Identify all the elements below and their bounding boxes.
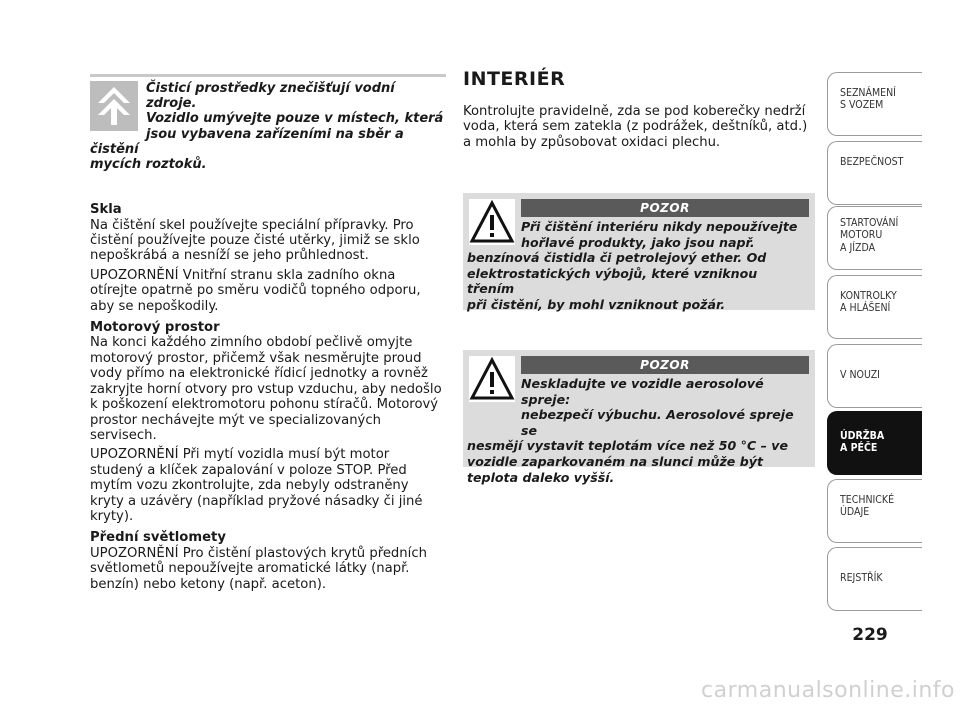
warning-label: POZOR: [521, 199, 809, 217]
env-note-line: mycích roztoků.: [90, 157, 207, 173]
engine-paragraph: Na konci každého zimního období pečlivě omyjte motorový prostor, přičemž však nesměrujte proud vody přímo na elektronické řídicí jednotky a rovněž zakryjte horní otvory pro vstup vzduchu, aby nedošlo k poškození elektromotoru pohonu stíračů. Motorový prostor nechávejte mýt ve specializovaných servisech.: [90, 335, 442, 443]
lights-warning: UPOZORNĚNÍ Pro čistění plastových krytů předních světlometů nepoužívejte aromatické látky (např. benzín) nebo ketony (např. aceton).: [90, 545, 427, 592]
warning-box: [463, 350, 815, 485]
warning-line: Neskladujte ve vozidle aerosolové spreje:: [521, 376, 764, 407]
warning-line: nesmějí vystavit teplotám více než 50 °C – ve: [467, 438, 789, 454]
warning-line: hořlavé produkty, jako jsou např.: [521, 234, 755, 250]
engine-warning: UPOZORNĚNÍ Při mytí vozidla musí být motor studený a klíček zapalování v poloze STOP. Před mytím vozu zkontrolujte, zda nebyly odstraněny kryty a uzávěry (například pryžové násadky či jiné kryty).: [90, 447, 423, 524]
tab-label: TECHNICKÉ ÚDAJE: [840, 494, 895, 519]
warning-line: Při čištění interiéru nikdy nepoužívejte: [521, 219, 798, 234]
env-note-line: Čisticí prostředky znečišťují vodní zdroje.: [146, 81, 395, 112]
environment-icon: [90, 81, 138, 131]
tab-v-nouzi[interactable]: [827, 344, 922, 408]
tab-seznameni[interactable]: [827, 72, 922, 136]
warning-label: POZOR: [521, 356, 809, 374]
page-number: 229: [852, 625, 888, 645]
tab-rejstrik[interactable]: [827, 547, 922, 611]
glass-title: Skla: [90, 202, 122, 218]
tab-bezpecnost[interactable]: [827, 141, 922, 205]
glass-warning: UPOZORNĚNÍ Vnitřní stranu skla zadního okna otírejte opatrně po směru vodičů topného odporu, aby se nepoškodily.: [90, 267, 421, 314]
env-note-line: jsou vybavena zařízeními na sběr a čistění: [90, 126, 404, 157]
environment-note: [90, 81, 446, 172]
warning-line: benzínová čistidla či petrolejový ether. Od: [467, 250, 767, 266]
tab-label: SEZNÁMENÍ S VOZEM: [840, 87, 896, 112]
left-column: [90, 74, 446, 596]
tab-label: ÚDRŽBA A PÉČE: [840, 430, 885, 455]
warning-line: elektrostatických výbojů, které vzniknou třením: [467, 265, 758, 297]
glass-paragraph: Na čištění skel používejte speciální přípravky. Pro čistění používejte pouze čisté utěrky, jimiž se sklo nepoškrábá a nesníží se jeho průhlednost.: [90, 217, 420, 264]
interior-paragraph: Kontrolujte pravidelně, zda se pod koberečky nedrží voda, která sem zatekla (z podrážek, deštníků, atd.) a mohla by způsobovat oxidaci plechu.: [463, 104, 808, 150]
env-note-rule: [90, 74, 446, 77]
warning-box: [463, 193, 815, 310]
lights-title: Přední světlomety: [90, 530, 226, 546]
engine-title: Motorový prostor: [90, 320, 220, 336]
tab-technicke[interactable]: [827, 479, 922, 543]
right-column: [463, 68, 815, 154]
watermark: carmanualsonline.info: [701, 678, 955, 703]
tab-label: KONTROLKY A HLÁŠENÍ: [840, 290, 897, 315]
warning-line: při čistění, by mohl vzniknout požár.: [467, 296, 726, 312]
warning-line: teplota daleko vyšší.: [467, 469, 615, 485]
warning-line: vozidle zaparkovaném na slunci může být: [467, 453, 763, 469]
tab-label: REJSTŘÍK: [840, 572, 883, 584]
tab-startovani[interactable]: [827, 206, 922, 270]
warning-line: nebezpečí výbuchu. Aerosolové spreje se: [521, 407, 794, 438]
env-note-line: Vozidlo umývejte pouze v místech, která: [146, 111, 444, 127]
tab-kontrolky[interactable]: [827, 275, 922, 339]
interior-title: INTERIÉR: [463, 68, 566, 90]
tab-label: V NOUZI: [840, 369, 880, 381]
tab-udrzba[interactable]: [827, 411, 922, 475]
tab-label: BEZPEČNOST: [840, 156, 904, 168]
tab-label: STARTOVÁNÍ MOTORU A JÍZDA: [840, 217, 899, 254]
